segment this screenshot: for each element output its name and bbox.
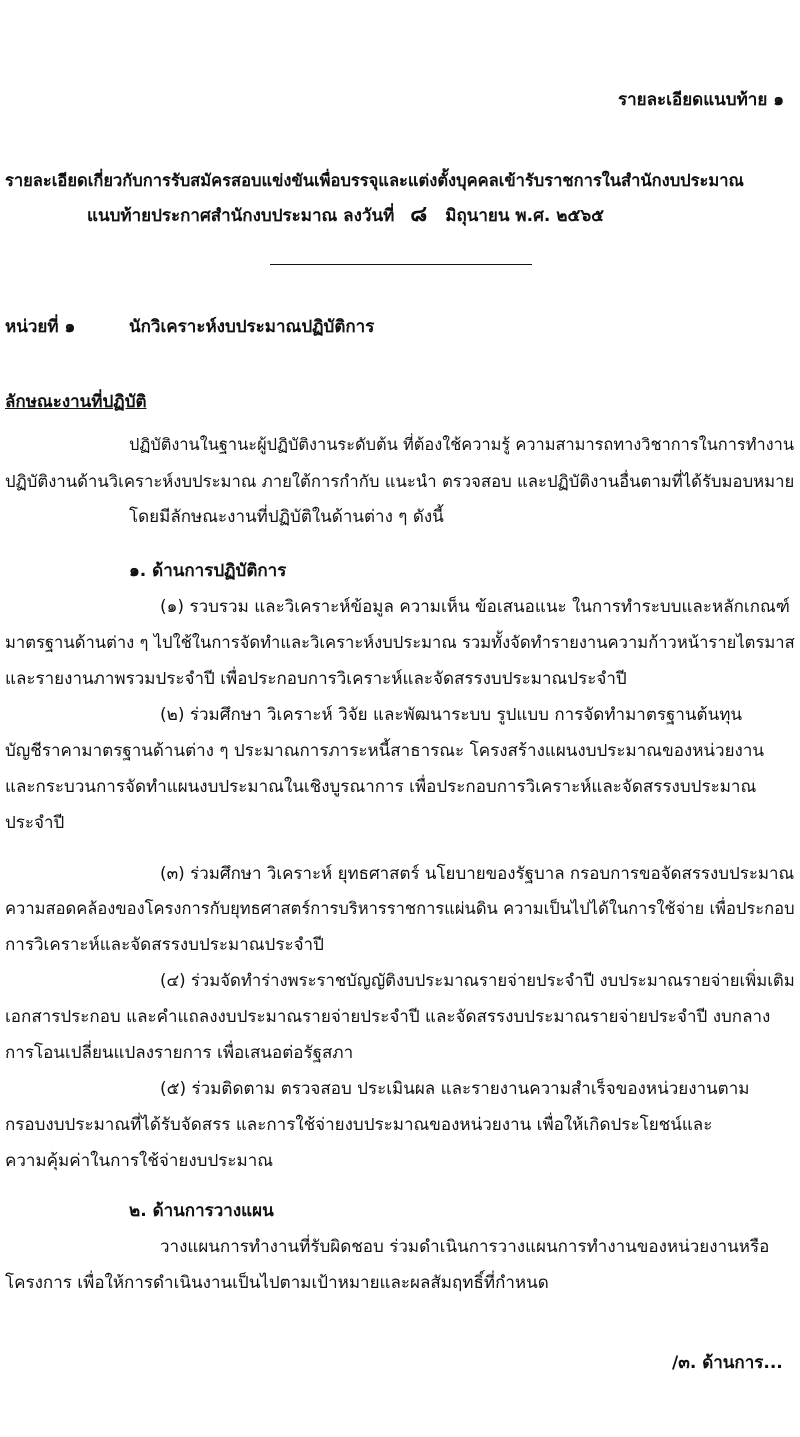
attachment-label: รายละเอียดแนบท้าย ๑: [618, 90, 784, 110]
section-heading: ลักษณะงานที่ปฏิบัติ: [5, 392, 147, 412]
item2-line-4: ประจำปี: [5, 813, 65, 833]
item3-line-1: (๓) ร่วมศึกษา วิเคราะห์ ยุทธศาสตร์ นโยบายของรัฐบาล กรอบการขอจัดสรรงบประมาณ: [160, 863, 795, 883]
title-divider: [270, 264, 532, 265]
intro-line-3: โดยมีลักษณะงานที่ปฏิบัติในด้านต่าง ๆ ดังนี้: [129, 507, 444, 527]
item4-line-3: การโอนเปลี่ยนแปลงรายการ เพื่อเสนอต่อรัฐสภา: [5, 1043, 354, 1063]
document-title-line-1: รายละเอียดเกี่ยวกับการรับสมัครสอบแข่งขันเพื่อบรรจุและแต่งตั้งบุคคลเข้ารับราชการในสำนักงบประมาณ: [5, 171, 744, 190]
item3-line-3: การวิเคราะห์และจัดสรรงบประมาณประจำปี: [5, 935, 324, 955]
item5-line-3: ความคุ้มค่าในการใช้จ่ายงบประมาณ: [5, 1151, 274, 1171]
item5-line-1: (๕) ร่วมติดตาม ตรวจสอบ ประเมินผล และรายงานความสำเร็จของหน่วยงานตาม: [160, 1079, 750, 1099]
planning-line-2: โครงการ เพื่อให้การดำเนินงานเป็นไปตามเป้าหมายและผลสัมฤทธิ์ที่กำหนด: [5, 1273, 549, 1293]
item1-line-3: และรายงานภาพรวมประจำปี เพื่อประกอบการวิเคราะห์และจัดสรรงบประมาณประจำปี: [5, 669, 627, 689]
item2-line-3: และกระบวนการจัดทำแผนงบประมาณในเชิงบูรณาการ เพื่อประกอบการวิเคราะห์และจัดสรรงบประมาณ: [5, 777, 757, 797]
continuation-marker: /๓. ด้านการ...: [672, 1353, 783, 1373]
item3-line-2: ความสอดคล้องของโครงการกับยุทธศาสตร์การบริหารราชการแผ่นดิน ความเป็นไปได้ในการใช้จ่าย เพื่อประกอบ: [5, 899, 795, 918]
planning-line-1: วางแผนการทำงานที่รับผิดชอบ ร่วมดำเนินการวางแผนการทำงานของหน่วยงานหรือ: [160, 1237, 770, 1257]
unit-label: หน่วยที่ ๑: [5, 317, 76, 337]
item2-line-2: บัญชีราคามาตรฐานด้านต่าง ๆ ประมาณการภาระหนี้สาธารณะ โครงสร้างแผนงบประมาณของหน่วยงาน: [5, 741, 765, 761]
sub2-heading: ๒. ด้านการวางแผน: [129, 1201, 274, 1221]
item1-line-1: (๑) รวบรวม และวิเคราะห์ข้อมูล ความเห็น ข้อเสนอแนะ ในการทำระบบและหลักเกณฑ์: [160, 597, 790, 617]
item1-line-2: มาตรฐานด้านต่าง ๆ ไปใช้ในการจัดทำและวิเคราะห์งบประมาณ รวมทั้งจัดทำรายงานความก้าวหน้ารายไตรมาส: [5, 633, 795, 652]
sub1-heading: ๑. ด้านการปฏิบัติการ: [129, 561, 287, 581]
item4-line-2: เอกสารประกอบ และคำแถลงงบประมาณรายจ่ายประจำปี และจัดสรรงบประมาณรายจ่ายประจำปี งบกลาง: [5, 1007, 771, 1027]
item2-line-1: (๒) ร่วมศึกษา วิเคราะห์ วิจัย และพัฒนาระบบ รูปแบบ การจัดทำมาตรฐานต้นทุน: [160, 705, 743, 725]
intro-line-2: ปฏิบัติงานด้านวิเคราะห์งบประมาณ ภายใต้การกำกับ แนะนำ ตรวจสอบ และปฏิบัติงานอื่นตามที่ได้รับมอบหมาย: [5, 471, 795, 491]
item4-line-1: (๔) ร่วมจัดทำร่างพระราชบัญญัติงบประมาณรายจ่ายประจำปี งบประมาณรายจ่ายเพิ่มเติม: [160, 971, 795, 990]
title-suffix: มิถุนายน พ.ศ. ๒๕๖๕: [445, 206, 604, 226]
title-prefix: แนบท้ายประกาศสำนักงบประมาณ ลงวันที่: [87, 206, 395, 226]
unit-position: นักวิเคราะห์งบประมาณปฏิบัติการ: [129, 317, 375, 337]
intro-line-1: ปฏิบัติงานในฐานะผู้ปฏิบัติงานระดับต้น ที่ต้องใช้ความรู้ ความสามารถทางวิชาการในการทำงาน: [129, 435, 795, 454]
title-day: ๘: [410, 202, 428, 227]
item5-line-2: กรอบงบประมาณที่ได้รับจัดสรร และการใช้จ่ายงบประมาณของหน่วยงาน เพื่อให้เกิดประโยชน์และ: [5, 1115, 713, 1135]
document-title-line-2: [87, 204, 604, 227]
